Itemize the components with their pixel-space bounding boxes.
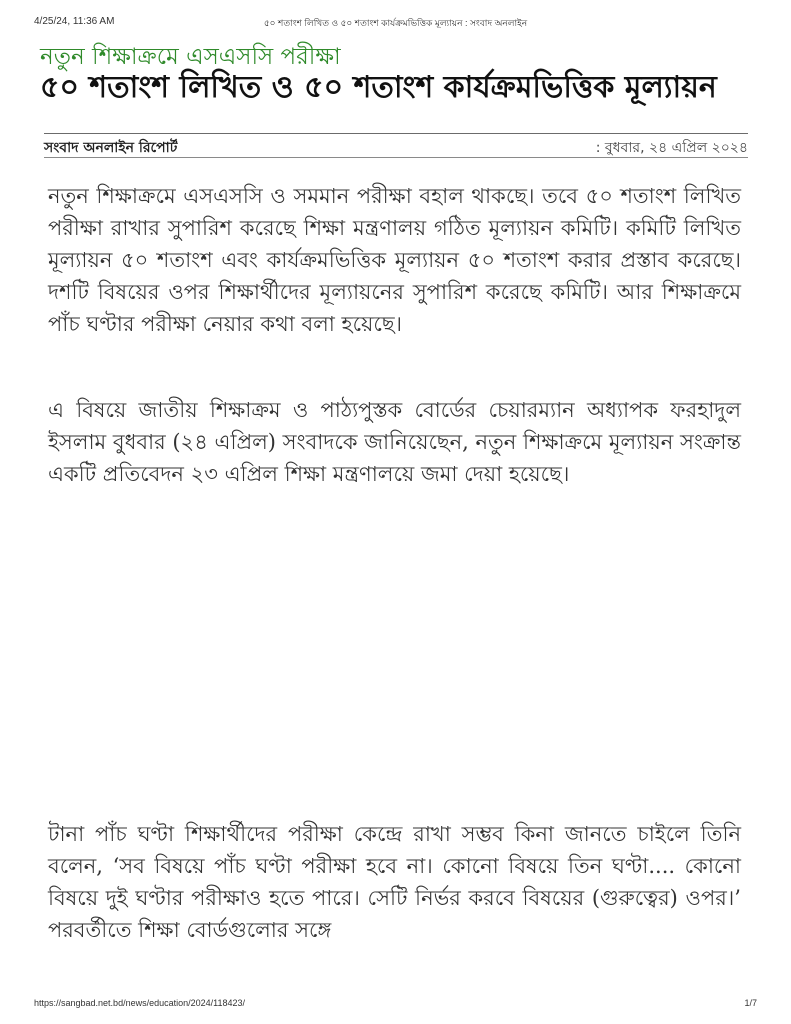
- article-paragraph-1: নতুন শিক্ষাক্রমে এসএসসি ও সমমান পরীক্ষা বহাল থাকছে। তবে ৫০ শতাংশ লিখিত পরীক্ষা রাখার সুপারিশ করেছে শিক্ষা মন্ত্রণালয় গঠিত মূল্যায়ন কমিটি। কমিটি লিখিত মূল্যায়ন ৫০ শতাংশ এবং কার্যক্রমভিত্তিক মূল্যায়ন ৫০ শতাংশ করার প্রস্তাব করেছে। দশটি বিষয়ের ওপর শিক্ষার্থীদের মূল্যায়নের সুপারিশ করেছে কমিটি। আর শিক্ষাক্রমে পাঁচ ঘণ্টার পরীক্ষা নেয়ার কথা বলা হয়েছে।: [48, 184, 741, 336]
- publish-date: : বুধবার, ২৪ এপ্রিল ২০২৪: [595, 140, 748, 156]
- print-datetime: 4/25/24, 11:36 AM: [34, 16, 115, 27]
- meta-divider-bottom: [44, 157, 748, 158]
- reporter-byline: সংবাদ অনলাইন রিপোর্ট: [44, 140, 178, 156]
- article-shoulder: নতুন শিক্ষাক্রমে এসএসসি পরীক্ষা: [40, 44, 341, 70]
- print-page-title: ৫০ শতাংশ লিখিত ও ৫০ শতাংশ কার্যক্রমভিত্তিক মূল্যায়ন : সংবাদ অনলাইন: [263, 18, 528, 28]
- meta-divider-top: [44, 133, 748, 134]
- article-paragraph-3: টানা পাঁচ ঘণ্টা শিক্ষার্থীদের পরীক্ষা কেন্দ্রে রাখা সম্ভব কিনা জানতে চাইলে তিনি বলেন, ‘সব বিষয়ে পাঁচ ঘণ্টা পরীক্ষা হবে না। কোনো বিষয়ে তিন ঘণ্টা.... কোনো বিষয়ে দুই ঘণ্টার পরীক্ষাও হতে পারে। সেটি নির্ভর করবে বিষয়ের (গুরুত্বের) ওপর।’ পরবর্তীতে শিক্ষা বোর্ডগুলোর সঙ্গে: [48, 822, 741, 942]
- article-paragraph-2: এ বিষয়ে জাতীয় শিক্ষাক্রম ও পাঠ্যপুস্তক বোর্ডের চেয়ারম্যান অধ্যাপক ফরহাদুল ইসলাম বুধবার (২৪ এপ্রিল) সংবাদকে জানিয়েছেন, নতুন শিক্ষাক্রমে মূল্যায়ন সংক্রান্ত একটি প্রতিবেদন ২৩ এপ্রিল শিক্ষা মন্ত্রণালয়ে জমা দেয়া হয়েছে।: [48, 398, 741, 486]
- print-header: [34, 14, 757, 30]
- article-headline: ৫০ শতাংশ লিখিত ও ৫০ শতাংশ কার্যক্রমভিত্তিক মূল্যায়ন: [40, 70, 717, 105]
- print-footer: [34, 994, 757, 1008]
- print-url: https://sangbad.net.bd/news/education/2024/118423/: [34, 998, 245, 1008]
- page-number: 1/7: [744, 998, 757, 1008]
- article-meta: [44, 136, 748, 156]
